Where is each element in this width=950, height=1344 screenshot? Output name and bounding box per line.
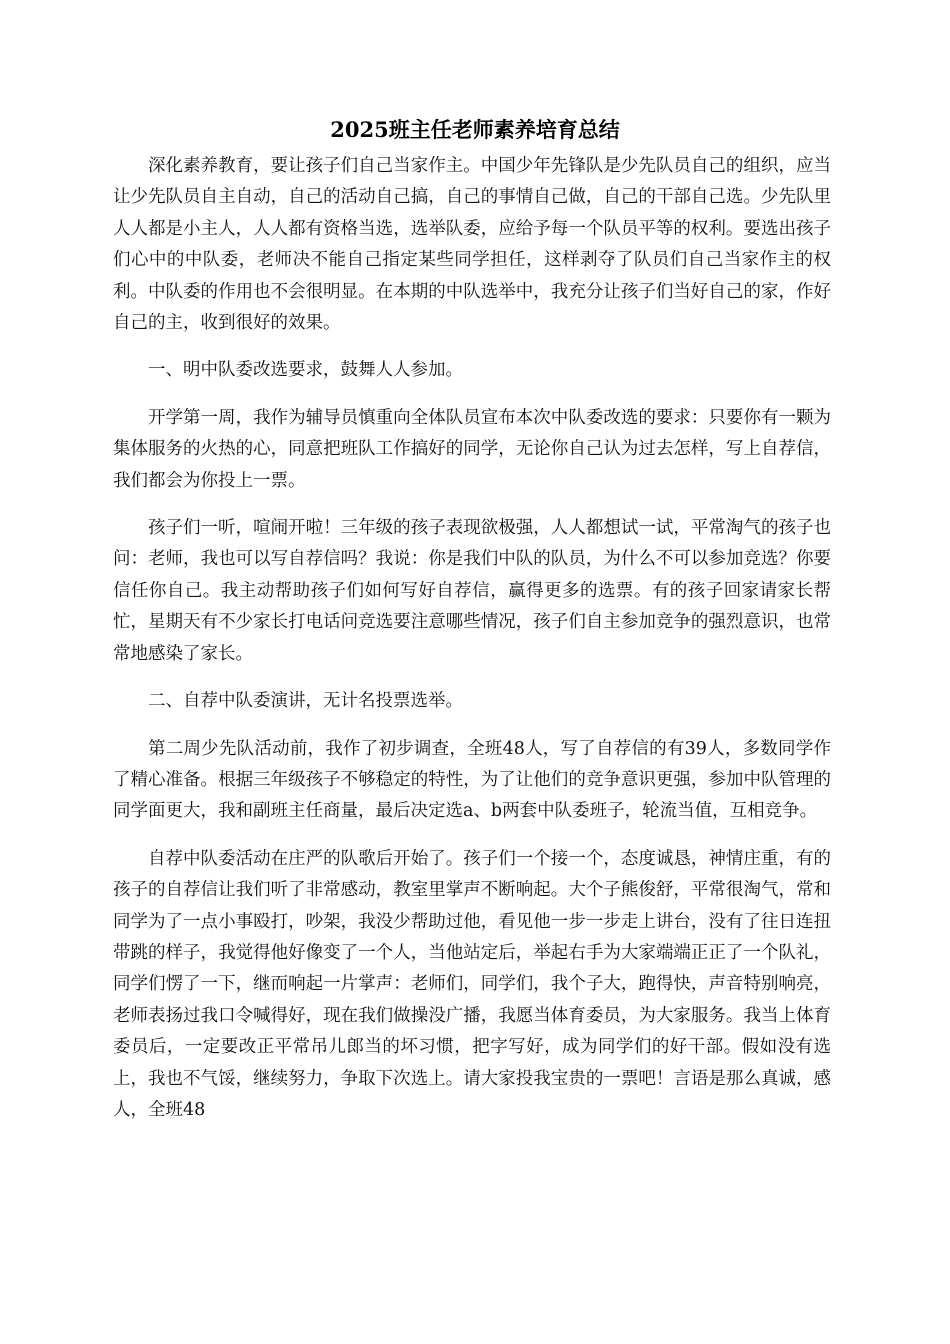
paragraph: 自荐中队委活动在庄严的队歌后开始了。孩子们一个接一个，态度诚恳，神情庄重，有的孩子的自荐信让我们听了非常感动，教室里掌声不断响起。大个子熊俊舒，平常很淘气，常和同学为了一点小事殴打，吵架，我没少帮助过他，看见他一步一步走上讲台，没有了往日连扭带跳的样子，我觉得他好像变了一个人，当他站定后，举起右手为大家端端正正了一个队礼，同学们愣了一下，继而响起一片掌声：老师们，同学们，我个子大，跑得快，声音特别响亮，老师表扬过我口令喊得好，现在我们做操没广播，我愿当体育委员，为大家服务。我当上体育委员后，一定要改正平常吊儿郎当的坏习惯，把字写好，成为同学们的好干部。假如没有选上，我也不气馁，继续努力，争取下次选上。请大家投我宝贵的一票吧！言语是那么真诚，感人，全班48 bbox=[113, 848, 831, 1120]
paragraph: 孩子们一听，喧闹开啦！三年级的孩子表现欲极强，人人都想试一试，平常淘气的孩子也问：老师，我也可以写自荐信吗？我说：你是我们中队的队员，为什么不可以参加竞选？你要信任你自己。我主动帮助孩子们如何写好自荐信，赢得更多的选票。有的孩子回家请家长帮忙，星期天有不少家长打电话问竞选要注意哪些情况，孩子们自主参加竞争的强烈意识，也常常地感染了家长。 bbox=[113, 518, 831, 664]
section-heading-1: 一、明中队委改选要求，鼓舞人人参加。 bbox=[148, 360, 463, 381]
paragraph-intro: 深化素养教育，要让孩子们自己当家作主。中国少年先锋队是少先队员自己的组织，应当让少先队员自主自动，自己的活动自己搞，自己的事情自己做，自己的干部自己选。少先队里人人都是小主人，人人都有资格当选，选举队委，应给予每一个队员平等的权利。要选出孩子们心中的中队委，老师决不能自己指定某些同学担任，这样剥夺了队员们自己当家作主的权利。中队委的作用也不会很明显。在本期的中队选举中，我充分让孩子们当好自己的家，作好自己的主，收到很好的效果。 bbox=[113, 156, 831, 334]
document-body bbox=[113, 151, 831, 1142]
paragraph: 第二周少先队活动前，我作了初步调查，全班48人，写了自荐信的有39人，多数同学作了精心准备。根据三年级孩子不够稳定的特性，为了让他们的竞争意识更强，参加中队管理的同学面更大，我和副班主任商量，最后决定选a、b两套中队委班子，轮流当值，互相竞争。 bbox=[113, 738, 831, 822]
page-title: 2025班主任老师素养培育总结 bbox=[330, 117, 620, 142]
section-heading-2: 二、自荐中队委演讲，无计名投票选举。 bbox=[148, 691, 463, 712]
paragraph: 开学第一周，我作为辅导员慎重向全体队员宣布本次中队委改选的要求：只要你有一颗为集体服务的火热的心，同意把班队工作搞好的同学，无论你自己认为过去怎样，写上自荐信，我们都会为你投上一票。 bbox=[113, 407, 831, 491]
